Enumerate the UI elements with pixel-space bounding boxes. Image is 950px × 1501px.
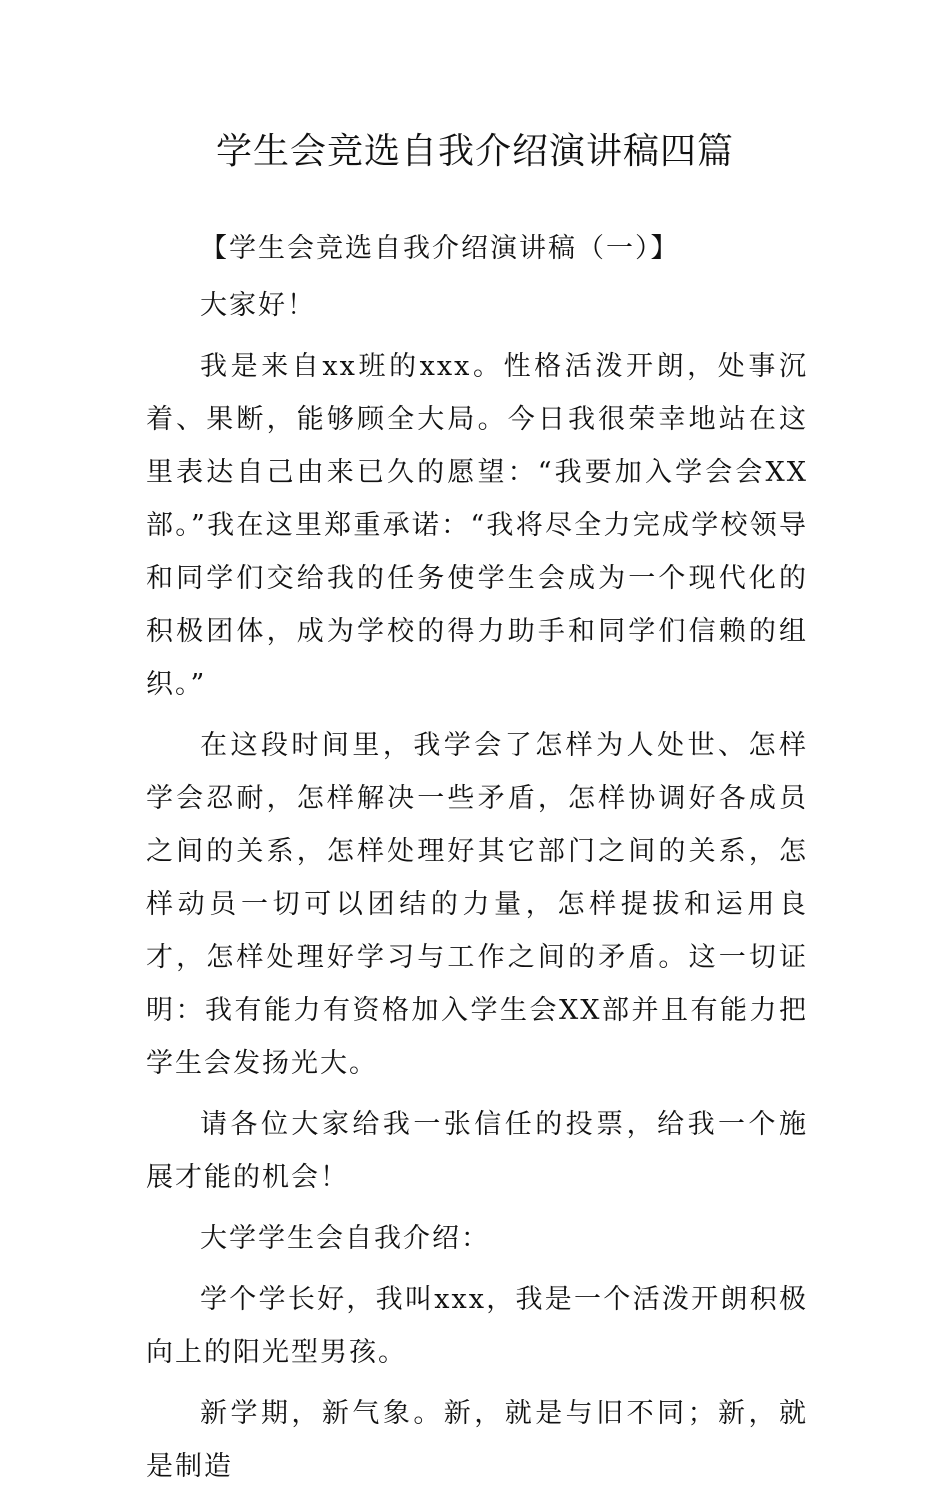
paragraph-subheading: 大学学生会自我介绍： [200,1223,490,1254]
paragraph-vote-request: 请各位大家给我一张信任的投票，给我一个施展才能的机会！ [146,1109,808,1193]
paragraph-introduction: 我是来自xx班的xxx。性格活泼开朗，处事沉着、果断，能够顾全大局。今日我很荣幸地站在这里表达自己由来已久的愿望：“我要加入学会会XX部。”我在这里郑重承诺：“我将尽全力完成学校领导和同学们交给我的任务使学生会成为一个现代化的积极团体，成为学校的得力助手和同学们信赖的组织。” [146,351,808,700]
document-title: 学生会竞选自我介绍演讲稿四篇 [215,131,734,172]
document-body [146,222,808,1501]
paragraph-self-intro: 学个学长好，我叫xxx，我是一个活泼开朗积极向上的阳光型男孩。 [146,1284,808,1368]
paragraph-new-term: 新学期，新气象。新，就是与旧不同；新，就是制造 [146,1398,808,1482]
section-heading: 【学生会竞选自我介绍演讲稿（一）】 [200,233,680,264]
paragraph-experience: 在这段时间里，我学会了怎样为人处世、怎样学会忍耐，怎样解决一些矛盾，怎样协调好各成员之间的关系，怎样处理好其它部门之间的关系，怎样动员一切可以团结的力量，怎样提拔和运用良才，怎样处理好学习与工作之间的矛盾。这一切证明：我有能力有资格加入学生会XX部并且有能力把学生会发扬光大。 [146,730,808,1079]
paragraph-greeting: 大家好！ [200,290,316,321]
